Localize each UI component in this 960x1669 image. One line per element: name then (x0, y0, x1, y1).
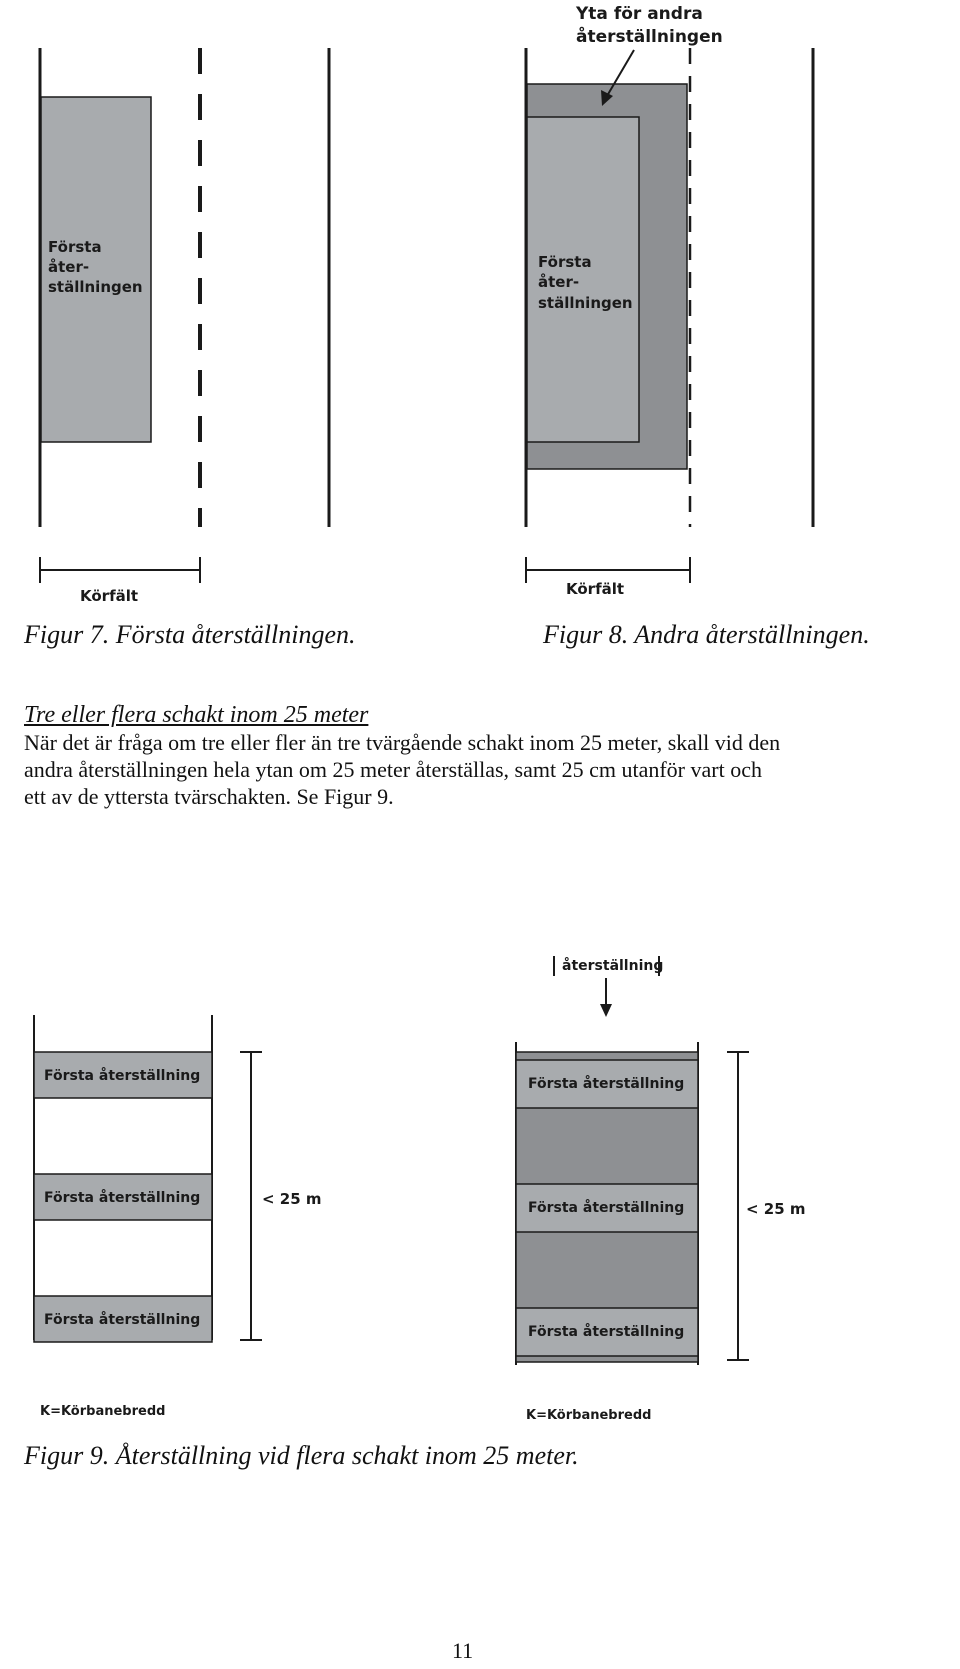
figure-7-caption: Figur 7. Första återställningen. (24, 620, 356, 649)
section-paragraph (24, 729, 944, 810)
figure-9-diagram (34, 956, 806, 1423)
down-arrow-head (600, 1004, 612, 1017)
strip-label: Första återställning (44, 1068, 201, 1084)
strip-label: Första återställning (528, 1200, 685, 1216)
page-number: 11 (452, 1638, 474, 1663)
distance-label: < 25 m (746, 1200, 806, 1218)
distance-label: < 25 m (262, 1190, 322, 1208)
paragraph-line: andra återställningen hela ytan om 25 meter återställas, samt 25 cm utanför vart och (24, 757, 762, 782)
second-restoration-callout: Yta för andra återställningen (576, 4, 723, 47)
strip-label: Första återställning (44, 1312, 201, 1328)
paragraph-line: När det är fråga om tre eller fler än tre tvärgående schakt inom 25 meter, skall vid den (24, 730, 781, 755)
figure-8-caption: Figur 8. Andra återställningen. (543, 620, 870, 649)
strip-label: Första återställning (528, 1076, 685, 1092)
road-width-label: K=Körbanebredd (526, 1408, 652, 1423)
road-width-label: K=Körbanebredd (40, 1404, 166, 1419)
strip-label: Första återställning (528, 1324, 685, 1340)
strip-label: Första återställning (44, 1190, 201, 1206)
restoration-top-label: återställning (562, 958, 664, 974)
section-heading: Tre eller flera schakt inom 25 meter (24, 702, 369, 728)
figure-7-diagram (40, 48, 329, 605)
figure-8-diagram (526, 4, 813, 598)
first-restoration-label: Första åter- ställningen (48, 238, 143, 296)
figure-9-caption: Figur 9. Återställning vid flera schakt inom 25 meter. (24, 1441, 579, 1470)
lane-label: Körfält (566, 580, 625, 598)
paragraph-line: ett av de yttersta tvärschakten. Se Figur 9. (24, 784, 394, 809)
lane-label: Körfält (80, 587, 139, 605)
first-restoration-label: Första åter- ställningen (538, 253, 633, 312)
